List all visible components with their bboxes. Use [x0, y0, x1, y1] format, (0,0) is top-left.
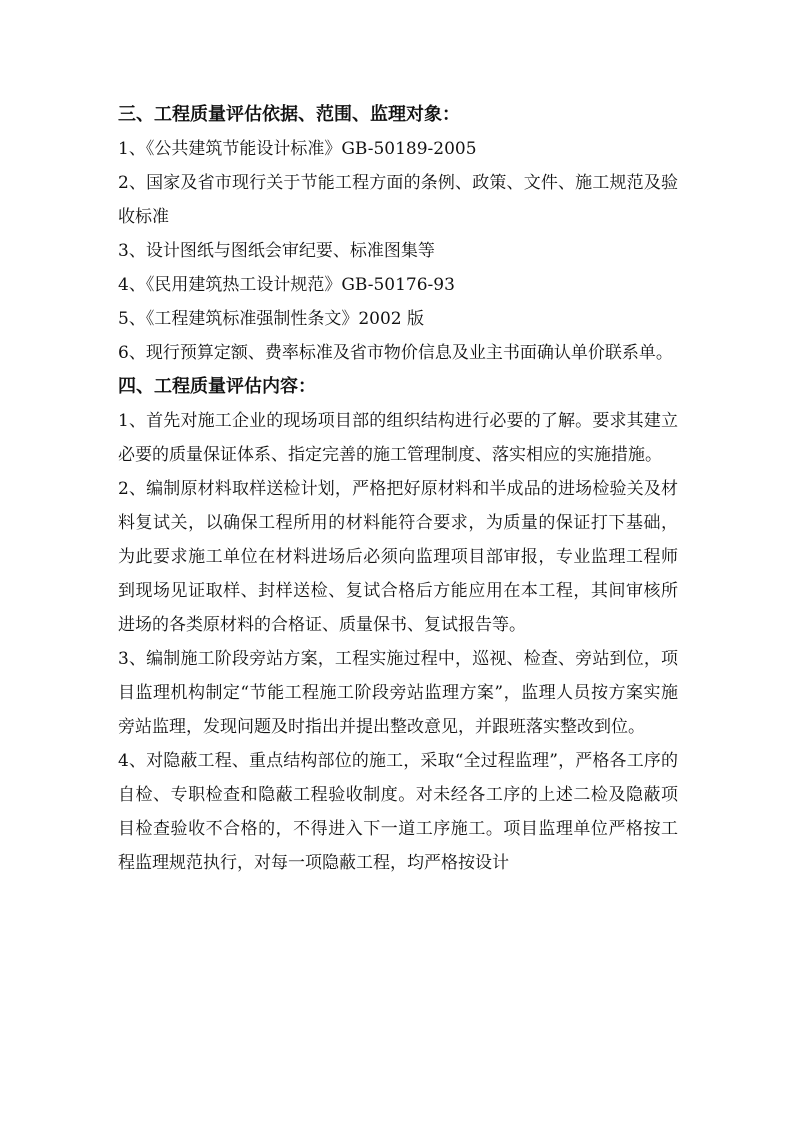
section-3-item-2: 2、国家及省市现行关于节能工程方面的条例、政策、文件、施工规范及验收标准	[118, 173, 678, 227]
section-3-item-3: 3、设计图纸与图纸会审纪要、标准图集等	[118, 241, 435, 261]
section-3-item-4: 4、《民用建筑热工设计规范》GB-50176-93	[118, 275, 455, 295]
section-3-item-6: 6、现行预算定额、费率标准及省市物价信息及业主书面确认单价联系单。	[118, 343, 673, 363]
section-4-item-1: 1、首先对施工企业的现场项目部的组织结构进行必要的了解。要求其建立必要的质量保证体系、指定完善的施工管理制度、落实相应的实施措施。	[118, 411, 678, 465]
section-4-item-4: 4、对隐蔽工程、重点结构部位的施工，采取“全过程监理”，严格各工序的自检、专职检查和隐蔽工程验收制度。对未经各工序的上述二检及隐蔽项目检查验收不合格的，不得进入下一道工序施工。项目监理单位严格按工程监理规范执行，对每一项隐蔽工程，均严格按设计	[118, 751, 678, 873]
section-4-item-3: 3、编制施工阶段旁站方案，工程实施过程中，巡视、检查、旁站到位，项目监理机构制定“节能工程施工阶段旁站监理方案”，监理人员按方案实施旁站监理，发现问题及时指出并提出整改意见，并跟班落实整改到位。	[118, 649, 678, 737]
section-4-item-2: 2、编制原材料取样送检计划，严格把好原材料和半成品的进场检验关及材料复试关，以确保工程所用的材料能符合要求，为质量的保证打下基础，为此要求施工单位在材料进场后必须向监理项目部审报，专业监理工程师到现场见证取样、封样送检、复试合格后方能应用在本工程，其间审核所进场的各类原材料的合格证、质量保书、复试报告等。	[118, 479, 678, 635]
document-body	[118, 98, 678, 880]
section-3-item-1: 1、《公共建筑节能设计标准》GB-50189-2005	[118, 139, 477, 159]
section-3-heading: 三、工程质量评估依据、范围、监理对象：	[118, 104, 460, 125]
section-4-heading: 四、工程质量评估内容：	[118, 376, 316, 397]
section-3-item-5: 5、《工程建筑标准强制性条文》2002 版	[118, 309, 424, 329]
